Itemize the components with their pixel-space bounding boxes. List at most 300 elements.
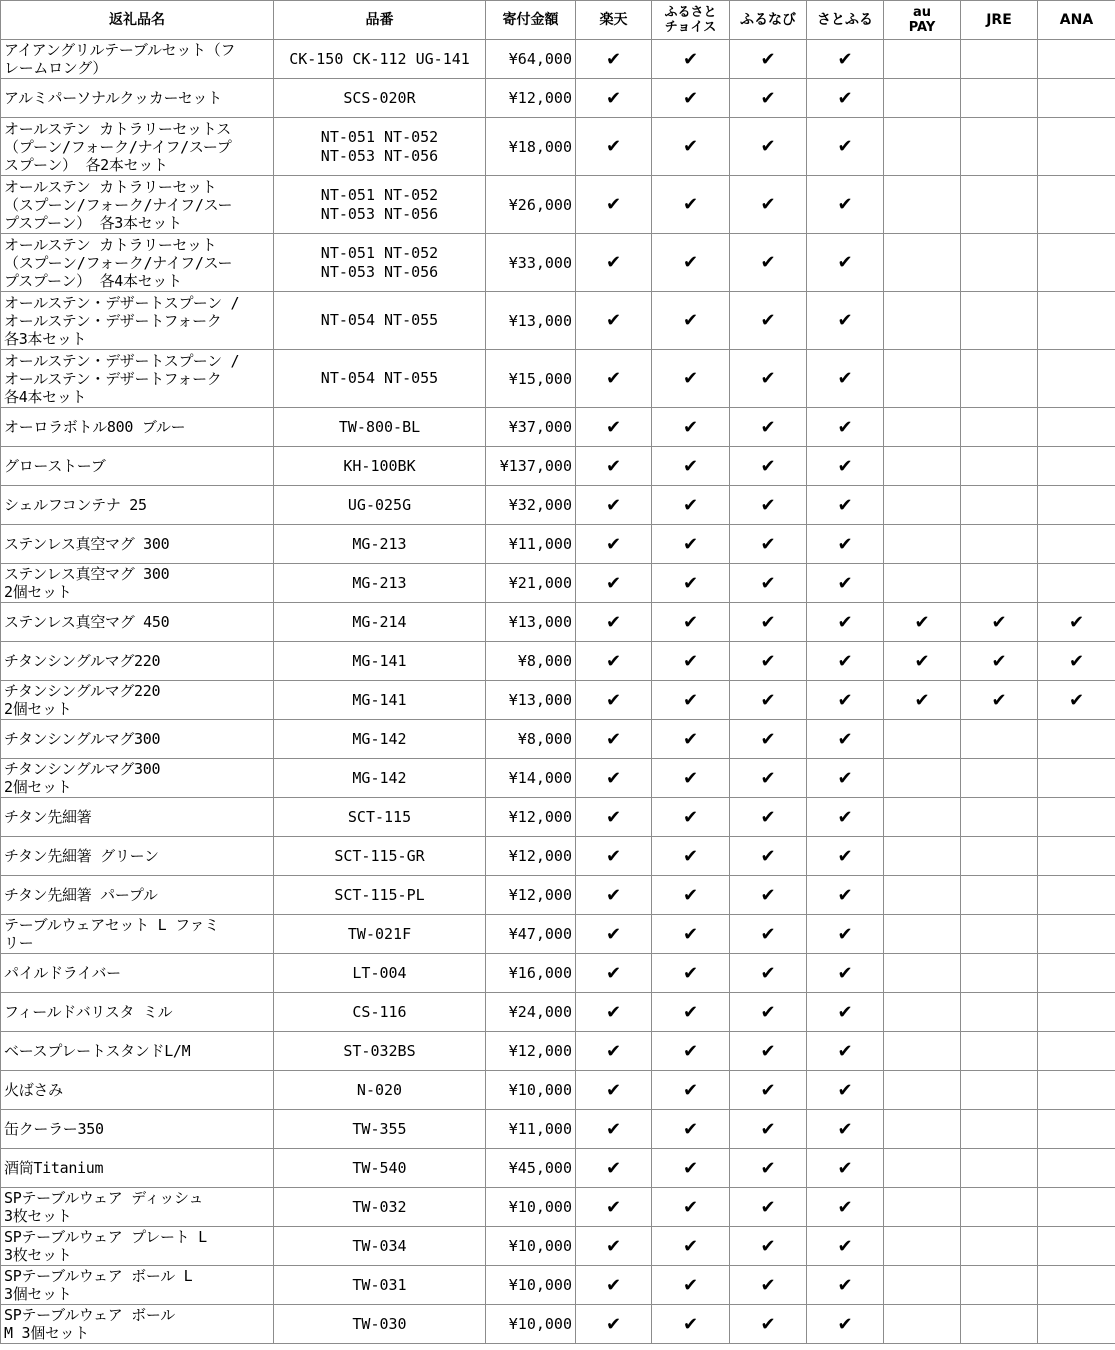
check-icon-furunavi: ✔ <box>730 1188 807 1227</box>
check-icon-rakuten: ✔ <box>576 1266 652 1305</box>
check-icon-furusato-choice: ✔ <box>652 1110 730 1149</box>
empty-cell-au-pay <box>884 759 961 798</box>
empty-cell-ana <box>1038 292 1115 350</box>
item-name: オールステン・デザートスプーン / オールステン・デザートフォーク 各3本セット <box>1 292 274 350</box>
empty-cell-ana <box>1038 525 1115 564</box>
item-price: ¥12,000 <box>486 79 576 118</box>
check-icon-rakuten: ✔ <box>576 1110 652 1149</box>
table-row <box>1 234 1115 292</box>
empty-cell-au-pay <box>884 993 961 1032</box>
check-icon-rakuten: ✔ <box>576 40 652 79</box>
item-name: 酒筒Titanium <box>1 1149 274 1188</box>
table-row <box>1 564 1115 603</box>
item-code: MG-141 <box>274 642 486 681</box>
header-code: 品番 <box>274 1 486 40</box>
item-name: チタンシングルマグ220 <box>1 642 274 681</box>
check-icon-rakuten: ✔ <box>576 1032 652 1071</box>
check-icon-satofull: ✔ <box>807 40 884 79</box>
table-row <box>1 915 1115 954</box>
item-price: ¥10,000 <box>486 1305 576 1344</box>
table-row <box>1 292 1115 350</box>
item-code: NT-054 NT-055 <box>274 350 486 408</box>
empty-cell-ana <box>1038 759 1115 798</box>
item-code: TW-355 <box>274 1110 486 1149</box>
check-icon-furunavi: ✔ <box>730 759 807 798</box>
table-row <box>1 1110 1115 1149</box>
empty-cell-au-pay <box>884 954 961 993</box>
check-icon-rakuten: ✔ <box>576 837 652 876</box>
table-row <box>1 1227 1115 1266</box>
check-icon-satofull: ✔ <box>807 1032 884 1071</box>
item-code: MG-213 <box>274 525 486 564</box>
check-icon-satofull: ✔ <box>807 876 884 915</box>
check-icon-satofull: ✔ <box>807 837 884 876</box>
check-icon-rakuten: ✔ <box>576 1227 652 1266</box>
empty-cell-au-pay <box>884 915 961 954</box>
item-code: TW-540 <box>274 1149 486 1188</box>
empty-cell-jre <box>961 1227 1038 1266</box>
item-name: ステンレス真空マグ 300 <box>1 525 274 564</box>
check-icon-rakuten: ✔ <box>576 292 652 350</box>
item-price: ¥24,000 <box>486 993 576 1032</box>
check-icon-rakuten: ✔ <box>576 486 652 525</box>
empty-cell-au-pay <box>884 447 961 486</box>
empty-cell-jre <box>961 40 1038 79</box>
check-icon-furusato-choice: ✔ <box>652 759 730 798</box>
check-icon-furusato-choice: ✔ <box>652 447 730 486</box>
item-name: SPテーブルウェア ディッシュ 3枚セット <box>1 1188 274 1227</box>
table-row <box>1 486 1115 525</box>
check-icon-au-pay: ✔ <box>884 642 961 681</box>
check-icon-furusato-choice: ✔ <box>652 720 730 759</box>
item-price: ¥13,000 <box>486 292 576 350</box>
item-code: NT-051 NT-052 NT-053 NT-056 <box>274 176 486 234</box>
item-name: チタン先細箸 グリーン <box>1 837 274 876</box>
item-price: ¥12,000 <box>486 837 576 876</box>
table-row <box>1 954 1115 993</box>
check-icon-furunavi: ✔ <box>730 1227 807 1266</box>
check-icon-rakuten: ✔ <box>576 915 652 954</box>
header-rakuten: 楽天 <box>576 1 652 40</box>
check-icon-satofull: ✔ <box>807 1266 884 1305</box>
item-name: チタン先細箸 <box>1 798 274 837</box>
item-code: UG-025G <box>274 486 486 525</box>
empty-cell-jre <box>961 1071 1038 1110</box>
check-icon-rakuten: ✔ <box>576 759 652 798</box>
check-icon-furusato-choice: ✔ <box>652 915 730 954</box>
table-row <box>1 1188 1115 1227</box>
item-price: ¥47,000 <box>486 915 576 954</box>
table-row <box>1 118 1115 176</box>
check-icon-rakuten: ✔ <box>576 79 652 118</box>
check-icon-rakuten: ✔ <box>576 720 652 759</box>
header-satofull: さとふる <box>807 1 884 40</box>
check-icon-furunavi: ✔ <box>730 798 807 837</box>
check-icon-satofull: ✔ <box>807 1110 884 1149</box>
empty-cell-ana <box>1038 79 1115 118</box>
item-code: SCS-020R <box>274 79 486 118</box>
empty-cell-au-pay <box>884 720 961 759</box>
item-code: NT-051 NT-052 NT-053 NT-056 <box>274 118 486 176</box>
item-name: テーブルウェアセット L ファミ リー <box>1 915 274 954</box>
check-icon-furunavi: ✔ <box>730 954 807 993</box>
table-row <box>1 1266 1115 1305</box>
check-icon-satofull: ✔ <box>807 993 884 1032</box>
table-row <box>1 350 1115 408</box>
item-price: ¥21,000 <box>486 564 576 603</box>
check-icon-furunavi: ✔ <box>730 642 807 681</box>
empty-cell-ana <box>1038 720 1115 759</box>
empty-cell-au-pay <box>884 118 961 176</box>
check-icon-furunavi: ✔ <box>730 1071 807 1110</box>
check-icon-furunavi: ✔ <box>730 915 807 954</box>
item-name: オールステン カトラリーセットス （プーン/フォーク/ナイフ/スープ スプーン） 各2本セット <box>1 118 274 176</box>
empty-cell-ana <box>1038 1227 1115 1266</box>
table-row <box>1 837 1115 876</box>
table-row <box>1 525 1115 564</box>
check-icon-satofull: ✔ <box>807 603 884 642</box>
item-price: ¥45,000 <box>486 1149 576 1188</box>
check-icon-furusato-choice: ✔ <box>652 486 730 525</box>
item-code: SCT-115-GR <box>274 837 486 876</box>
empty-cell-jre <box>961 79 1038 118</box>
check-icon-satofull: ✔ <box>807 954 884 993</box>
item-price: ¥32,000 <box>486 486 576 525</box>
check-icon-furusato-choice: ✔ <box>652 1032 730 1071</box>
check-icon-satofull: ✔ <box>807 234 884 292</box>
item-name: チタンシングルマグ220 2個セット <box>1 681 274 720</box>
empty-cell-ana <box>1038 118 1115 176</box>
check-icon-rakuten: ✔ <box>576 234 652 292</box>
empty-cell-jre <box>961 1032 1038 1071</box>
check-icon-satofull: ✔ <box>807 118 884 176</box>
item-price: ¥8,000 <box>486 642 576 681</box>
item-name: オールステン・デザートスプーン / オールステン・デザートフォーク 各4本セット <box>1 350 274 408</box>
check-icon-furusato-choice: ✔ <box>652 564 730 603</box>
table-row <box>1 1305 1115 1344</box>
item-name: オールステン カトラリーセット （スプーン/フォーク/ナイフ/スー プスプーン） 各4本セット <box>1 234 274 292</box>
check-icon-furusato-choice: ✔ <box>652 350 730 408</box>
check-icon-rakuten: ✔ <box>576 1305 652 1344</box>
empty-cell-au-pay <box>884 1227 961 1266</box>
check-icon-furunavi: ✔ <box>730 1266 807 1305</box>
empty-cell-jre <box>961 408 1038 447</box>
empty-cell-jre <box>961 1266 1038 1305</box>
item-code: TW-021F <box>274 915 486 954</box>
check-icon-furusato-choice: ✔ <box>652 40 730 79</box>
check-icon-rakuten: ✔ <box>576 176 652 234</box>
item-code: TW-031 <box>274 1266 486 1305</box>
check-icon-furunavi: ✔ <box>730 447 807 486</box>
empty-cell-au-pay <box>884 1110 961 1149</box>
check-icon-satofull: ✔ <box>807 642 884 681</box>
item-name: 缶クーラー350 <box>1 1110 274 1149</box>
item-name: ステンレス真空マグ 450 <box>1 603 274 642</box>
item-name: SPテーブルウェア プレート L 3枚セット <box>1 1227 274 1266</box>
item-name: パイルドライバー <box>1 954 274 993</box>
empty-cell-ana <box>1038 1266 1115 1305</box>
item-name: シェルフコンテナ 25 <box>1 486 274 525</box>
check-icon-jre: ✔ <box>961 642 1038 681</box>
empty-cell-jre <box>961 350 1038 408</box>
item-price: ¥33,000 <box>486 234 576 292</box>
empty-cell-au-pay <box>884 350 961 408</box>
table-row <box>1 447 1115 486</box>
item-code: CK-150 CK-112 UG-141 <box>274 40 486 79</box>
table-row <box>1 642 1115 681</box>
empty-cell-au-pay <box>884 1305 961 1344</box>
check-icon-rakuten: ✔ <box>576 1149 652 1188</box>
item-price: ¥11,000 <box>486 1110 576 1149</box>
item-code: MG-142 <box>274 720 486 759</box>
table-row <box>1 176 1115 234</box>
check-icon-rakuten: ✔ <box>576 954 652 993</box>
item-name: オールステン カトラリーセット （スプーン/フォーク/ナイフ/スー プスプーン） 各3本セット <box>1 176 274 234</box>
check-icon-furusato-choice: ✔ <box>652 603 730 642</box>
empty-cell-jre <box>961 234 1038 292</box>
check-icon-furunavi: ✔ <box>730 40 807 79</box>
check-icon-ana: ✔ <box>1038 603 1115 642</box>
check-icon-furunavi: ✔ <box>730 118 807 176</box>
empty-cell-ana <box>1038 1305 1115 1344</box>
item-code: MG-214 <box>274 603 486 642</box>
check-icon-rakuten: ✔ <box>576 525 652 564</box>
check-icon-furunavi: ✔ <box>730 79 807 118</box>
empty-cell-jre <box>961 1188 1038 1227</box>
table-row <box>1 1071 1115 1110</box>
check-icon-furusato-choice: ✔ <box>652 176 730 234</box>
check-icon-furunavi: ✔ <box>730 1149 807 1188</box>
check-icon-satofull: ✔ <box>807 798 884 837</box>
check-icon-rakuten: ✔ <box>576 350 652 408</box>
item-code: SCT-115 <box>274 798 486 837</box>
item-price: ¥14,000 <box>486 759 576 798</box>
empty-cell-ana <box>1038 1188 1115 1227</box>
empty-cell-ana <box>1038 176 1115 234</box>
check-icon-furunavi: ✔ <box>730 720 807 759</box>
check-icon-jre: ✔ <box>961 603 1038 642</box>
header-au-pay: au PAY <box>884 1 961 40</box>
check-icon-furunavi: ✔ <box>730 876 807 915</box>
empty-cell-ana <box>1038 350 1115 408</box>
item-name: チタンシングルマグ300 <box>1 720 274 759</box>
empty-cell-ana <box>1038 1071 1115 1110</box>
check-icon-furusato-choice: ✔ <box>652 798 730 837</box>
item-price: ¥12,000 <box>486 1032 576 1071</box>
check-icon-rakuten: ✔ <box>576 564 652 603</box>
empty-cell-ana <box>1038 876 1115 915</box>
check-icon-satofull: ✔ <box>807 408 884 447</box>
check-icon-furusato-choice: ✔ <box>652 1071 730 1110</box>
check-icon-furunavi: ✔ <box>730 292 807 350</box>
empty-cell-jre <box>961 759 1038 798</box>
item-name: 火ばさみ <box>1 1071 274 1110</box>
header-ana: ANA <box>1038 1 1115 40</box>
item-name: SPテーブルウェア ボール L 3個セット <box>1 1266 274 1305</box>
check-icon-furunavi: ✔ <box>730 1110 807 1149</box>
empty-cell-ana <box>1038 408 1115 447</box>
empty-cell-au-pay <box>884 234 961 292</box>
empty-cell-jre <box>961 1305 1038 1344</box>
check-icon-furusato-choice: ✔ <box>652 681 730 720</box>
empty-cell-ana <box>1038 40 1115 79</box>
empty-cell-ana <box>1038 837 1115 876</box>
check-icon-rakuten: ✔ <box>576 798 652 837</box>
item-price: ¥137,000 <box>486 447 576 486</box>
check-icon-furusato-choice: ✔ <box>652 954 730 993</box>
empty-cell-jre <box>961 993 1038 1032</box>
check-icon-furunavi: ✔ <box>730 603 807 642</box>
empty-cell-jre <box>961 1110 1038 1149</box>
check-icon-furunavi: ✔ <box>730 486 807 525</box>
empty-cell-au-pay <box>884 40 961 79</box>
check-icon-furusato-choice: ✔ <box>652 1149 730 1188</box>
empty-cell-jre <box>961 564 1038 603</box>
check-icon-rakuten: ✔ <box>576 408 652 447</box>
check-icon-rakuten: ✔ <box>576 642 652 681</box>
item-code: NT-051 NT-052 NT-053 NT-056 <box>274 234 486 292</box>
item-name: ベースプレートスタンドL/M <box>1 1032 274 1071</box>
item-code: TW-034 <box>274 1227 486 1266</box>
check-icon-satofull: ✔ <box>807 564 884 603</box>
table-row <box>1 40 1115 79</box>
item-name: アルミパーソナルクッカーセット <box>1 79 274 118</box>
empty-cell-au-pay <box>884 1032 961 1071</box>
empty-cell-jre <box>961 118 1038 176</box>
header-jre: JRE <box>961 1 1038 40</box>
check-icon-furunavi: ✔ <box>730 408 807 447</box>
item-name: アイアングリルテーブルセット（フ レームロング） <box>1 40 274 79</box>
item-code: MG-141 <box>274 681 486 720</box>
table-row <box>1 79 1115 118</box>
check-icon-jre: ✔ <box>961 681 1038 720</box>
empty-cell-ana <box>1038 798 1115 837</box>
check-icon-furusato-choice: ✔ <box>652 1305 730 1344</box>
check-icon-furusato-choice: ✔ <box>652 1227 730 1266</box>
check-icon-au-pay: ✔ <box>884 603 961 642</box>
check-icon-satofull: ✔ <box>807 1227 884 1266</box>
check-icon-satofull: ✔ <box>807 350 884 408</box>
empty-cell-au-pay <box>884 408 961 447</box>
item-price: ¥11,000 <box>486 525 576 564</box>
check-icon-satofull: ✔ <box>807 1071 884 1110</box>
table-row <box>1 1149 1115 1188</box>
item-code: TW-800-BL <box>274 408 486 447</box>
table-row <box>1 993 1115 1032</box>
check-icon-furunavi: ✔ <box>730 234 807 292</box>
check-icon-furusato-choice: ✔ <box>652 234 730 292</box>
empty-cell-jre <box>961 176 1038 234</box>
check-icon-furunavi: ✔ <box>730 350 807 408</box>
header-row <box>1 1 1115 40</box>
item-price: ¥12,000 <box>486 876 576 915</box>
item-code: NT-054 NT-055 <box>274 292 486 350</box>
check-icon-rakuten: ✔ <box>576 447 652 486</box>
check-icon-furusato-choice: ✔ <box>652 292 730 350</box>
empty-cell-au-pay <box>884 798 961 837</box>
empty-cell-au-pay <box>884 525 961 564</box>
item-price: ¥16,000 <box>486 954 576 993</box>
check-icon-ana: ✔ <box>1038 681 1115 720</box>
empty-cell-jre <box>961 447 1038 486</box>
check-icon-satofull: ✔ <box>807 1188 884 1227</box>
item-name: SPテーブルウェア ボール M 3個セット <box>1 1305 274 1344</box>
item-price: ¥10,000 <box>486 1071 576 1110</box>
empty-cell-ana <box>1038 564 1115 603</box>
check-icon-satofull: ✔ <box>807 486 884 525</box>
empty-cell-au-pay <box>884 79 961 118</box>
item-code: LT-004 <box>274 954 486 993</box>
check-icon-satofull: ✔ <box>807 720 884 759</box>
empty-cell-ana <box>1038 1110 1115 1149</box>
check-icon-furunavi: ✔ <box>730 176 807 234</box>
item-price: ¥13,000 <box>486 603 576 642</box>
check-icon-furusato-choice: ✔ <box>652 525 730 564</box>
empty-cell-au-pay <box>884 1071 961 1110</box>
item-code: TW-032 <box>274 1188 486 1227</box>
empty-cell-jre <box>961 720 1038 759</box>
check-icon-rakuten: ✔ <box>576 118 652 176</box>
empty-cell-jre <box>961 837 1038 876</box>
check-icon-au-pay: ✔ <box>884 681 961 720</box>
check-icon-furusato-choice: ✔ <box>652 408 730 447</box>
empty-cell-jre <box>961 486 1038 525</box>
empty-cell-ana <box>1038 486 1115 525</box>
check-icon-furusato-choice: ✔ <box>652 642 730 681</box>
item-price: ¥13,000 <box>486 681 576 720</box>
item-code: MG-213 <box>274 564 486 603</box>
item-price: ¥10,000 <box>486 1188 576 1227</box>
item-price: ¥64,000 <box>486 40 576 79</box>
item-code: N-020 <box>274 1071 486 1110</box>
empty-cell-au-pay <box>884 564 961 603</box>
check-icon-furunavi: ✔ <box>730 564 807 603</box>
header-name: 返礼品名 <box>1 1 274 40</box>
empty-cell-ana <box>1038 954 1115 993</box>
table-row <box>1 876 1115 915</box>
check-icon-rakuten: ✔ <box>576 1071 652 1110</box>
empty-cell-ana <box>1038 1149 1115 1188</box>
check-icon-rakuten: ✔ <box>576 603 652 642</box>
check-icon-furunavi: ✔ <box>730 681 807 720</box>
empty-cell-jre <box>961 1149 1038 1188</box>
header-price: 寄付金額 <box>486 1 576 40</box>
check-icon-furunavi: ✔ <box>730 837 807 876</box>
check-icon-rakuten: ✔ <box>576 1188 652 1227</box>
empty-cell-jre <box>961 876 1038 915</box>
check-icon-satofull: ✔ <box>807 176 884 234</box>
item-name: チタン先細箸 パープル <box>1 876 274 915</box>
check-icon-furunavi: ✔ <box>730 993 807 1032</box>
check-icon-furusato-choice: ✔ <box>652 1266 730 1305</box>
empty-cell-ana <box>1038 993 1115 1032</box>
empty-cell-jre <box>961 798 1038 837</box>
item-code: KH-100BK <box>274 447 486 486</box>
check-icon-furusato-choice: ✔ <box>652 118 730 176</box>
item-price: ¥12,000 <box>486 798 576 837</box>
table-row <box>1 720 1115 759</box>
item-price: ¥37,000 <box>486 408 576 447</box>
item-name: オーロラボトル800 ブルー <box>1 408 274 447</box>
check-icon-furusato-choice: ✔ <box>652 79 730 118</box>
item-code: CS-116 <box>274 993 486 1032</box>
item-price: ¥10,000 <box>486 1266 576 1305</box>
empty-cell-jre <box>961 915 1038 954</box>
check-icon-furunavi: ✔ <box>730 1305 807 1344</box>
item-code: ST-032BS <box>274 1032 486 1071</box>
table-row <box>1 681 1115 720</box>
check-icon-furusato-choice: ✔ <box>652 837 730 876</box>
